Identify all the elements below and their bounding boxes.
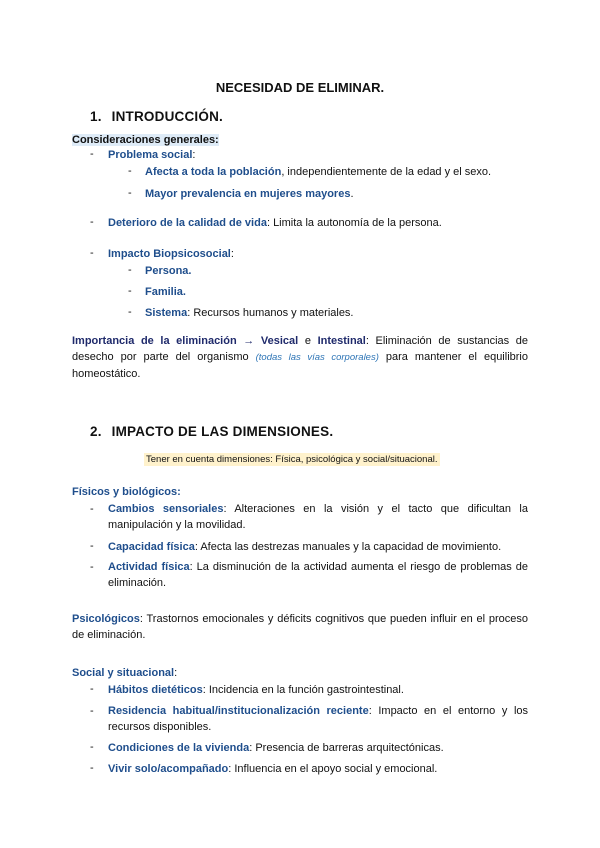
item-label: Cambios sensoriales: [108, 503, 224, 515]
item-label: Impacto Biopsicosocial: [108, 248, 231, 260]
bullet-dash: -: [90, 741, 94, 753]
conjunction: e: [298, 335, 318, 347]
list-item-impacto: [108, 247, 234, 261]
bullet-dash: -: [90, 561, 94, 573]
section-2-title: IMPACTO DE LAS DIMENSIONES.: [111, 424, 334, 439]
list-item-actividad-fisica: [108, 559, 528, 591]
psicologicos-label: Psicológicos: [72, 613, 140, 625]
section-1-number: 1.: [90, 109, 102, 124]
importance-text-end: para mantener el equilibrio homeostático.: [72, 351, 528, 380]
list-item-problema-social: [108, 148, 195, 162]
vesical-label: Vesical: [260, 335, 299, 347]
subitem-label: Mayor prevalencia en mujeres mayores: [145, 188, 351, 200]
bullet-dash: -: [90, 247, 94, 259]
item-label: Condiciones de la vivienda: [108, 742, 250, 754]
list-subitem: [145, 165, 491, 179]
item-label: Problema social: [108, 149, 193, 161]
subheading-text: Físicos y biológicos:: [72, 486, 181, 498]
subitem-label: Familia.: [145, 286, 186, 298]
item-text: : Incidencia en la función gastrointestinal.: [202, 684, 404, 696]
psicologicos-text: : Trastornos emocionales y déficits cognitivos que pueden influir en el proceso de eliminación.: [72, 613, 528, 641]
bullet-dash: -: [128, 285, 132, 297]
bullet-dash: -: [90, 762, 94, 774]
item-label: Capacidad física: [108, 541, 195, 553]
bullet-dash: -: [128, 165, 132, 177]
subitem-text: .: [350, 188, 354, 200]
bullet-dash: -: [90, 705, 94, 717]
list-subitem: [145, 285, 186, 299]
intestinal-label: Intestinal: [317, 335, 366, 347]
item-text: : Afecta las destrezas manuales y la capacidad de movimiento.: [194, 541, 502, 553]
subheading-fisicos: [72, 485, 181, 499]
list-item-cambios-sensoriales: [108, 501, 528, 533]
bullet-dash: -: [128, 306, 132, 318]
item-text: : Impacto en el entorno y los recursos disponibles.: [108, 705, 528, 733]
item-label: Deterioro de la calidad de vida: [108, 217, 267, 229]
importance-paragraph: [72, 333, 528, 382]
item-label: Hábitos dietéticos: [108, 684, 203, 696]
section-2-heading: [90, 424, 333, 439]
subheading-text: Consideraciones generales:: [72, 134, 219, 146]
item-suffix: :: [192, 149, 196, 161]
list-item-capacidad-fisica: [108, 540, 501, 554]
page-title: NECESIDAD DE ELIMINAR.: [215, 80, 385, 95]
item-suffix: :: [230, 248, 234, 260]
section-2-number: 2.: [90, 424, 102, 439]
importance-label: Importancia de la eliminación: [72, 335, 237, 347]
bullet-dash: -: [90, 683, 94, 695]
list-subitem: [145, 306, 354, 320]
list-item-vivir-solo: [108, 762, 437, 776]
bullet-dash: -: [90, 148, 94, 160]
item-label: Actividad física: [108, 561, 190, 573]
subheading-text: Social y situacional: [72, 667, 175, 679]
note-text: Tener en cuenta dimensiones: Física, psicológica y social/situacional.: [146, 454, 438, 465]
item-label: Vivir solo/acompañado: [108, 763, 229, 775]
dimensions-note: [144, 452, 440, 467]
section-1-title: INTRODUCCIÓN.: [111, 109, 223, 124]
subitem-text: : Recursos humanos y materiales.: [187, 307, 354, 319]
subheading-suffix: :: [174, 667, 178, 679]
subitem-label: Persona.: [145, 265, 192, 277]
list-item-habitos: [108, 683, 404, 697]
item-text: : Influencia en el apoyo social y emocional.: [228, 763, 438, 775]
bullet-dash: -: [90, 216, 94, 228]
subitem-label: Afecta a toda la población: [145, 166, 282, 178]
subitem-text: , independientemente de la edad y el sexo.: [281, 166, 492, 178]
item-text: : La disminución de la actividad aumenta el riesgo de problemas de eliminación.: [108, 561, 528, 589]
subheading-consideraciones: [72, 133, 219, 147]
list-item-vivienda: [108, 741, 444, 755]
list-subitem: [145, 187, 354, 201]
list-subitem: [145, 264, 191, 278]
list-item-deterioro: [108, 216, 442, 230]
item-text: : Presencia de barreras arquitectónicas.: [249, 742, 444, 754]
bullet-dash: -: [90, 503, 94, 515]
bullet-dash: -: [128, 264, 132, 276]
list-item-residencia: [108, 703, 528, 735]
section-1-heading: [90, 109, 223, 124]
item-text: : Alteraciones en la visión y el tacto que dificultan la manipulación y la movilidad.: [108, 503, 528, 531]
item-label: Residencia habitual/institucionalización reciente: [108, 705, 369, 717]
item-text: : Limita la autonomía de la persona.: [266, 217, 442, 229]
importance-note: (todas las vías corporales): [255, 352, 379, 363]
subitem-label: Sistema: [145, 307, 188, 319]
bullet-dash: -: [128, 187, 132, 199]
subheading-social: [72, 666, 177, 680]
bullet-dash: -: [90, 540, 94, 552]
psicologicos-paragraph: [72, 611, 528, 643]
arrow: →: [236, 335, 261, 347]
importance-text: : Eliminación de sustancias de desecho por parte del organismo: [72, 335, 529, 363]
